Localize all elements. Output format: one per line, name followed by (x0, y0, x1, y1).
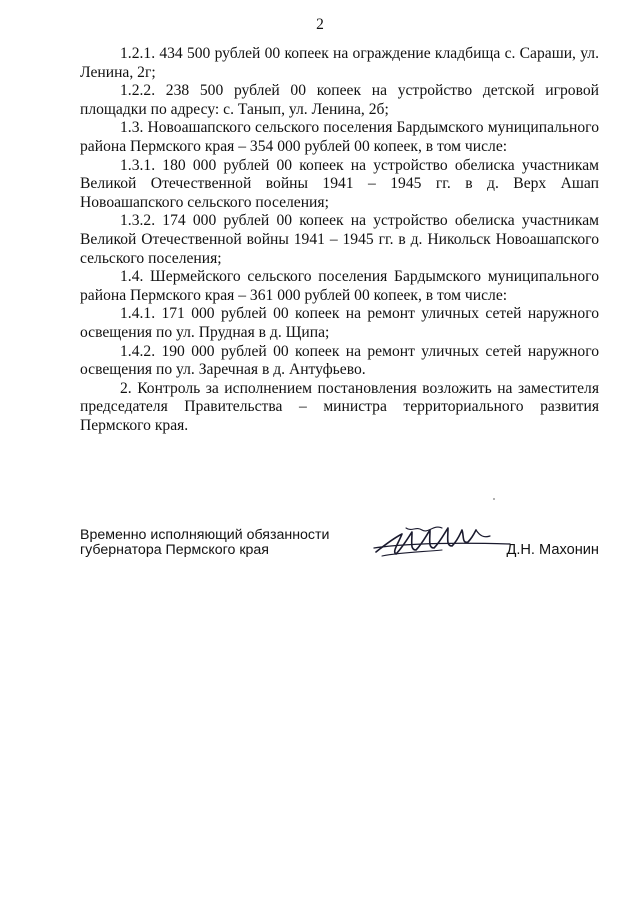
paragraph-1-3: 1.3. Новоашапского сельского поселения Бардымского муниципального района Пермского края – 354 000 рублей 00 копеек, в том числе: (80, 119, 599, 155)
paragraph-1-2-2: 1.2.2. 238 500 рублей 00 копеек на устройство детской игровой площадки по адресу: с. Танып, ул. Ленина, 2б; (80, 82, 599, 118)
handwritten-signature (372, 522, 512, 562)
signature-block (80, 528, 599, 588)
paragraph-1-4-1: 1.4.1. 171 000 рублей 00 копеек на ремонт уличных сетей наружного освещения по ул. Прудная в д. Щипа; (80, 305, 599, 341)
paragraph-2: 2. Контроль за исполнением постановления возложить на заместителя председателя Правительства – министра территориального развития Пермского края. (80, 379, 599, 434)
paragraph-1-3-1: 1.3.1. 180 000 рублей 00 копеек на устройство обелиска участникам Великой Отечественной войны 1941 – 1945 гг. в д. Верх Ашап Новоашапского сельского поселения; (80, 156, 599, 211)
document-body (80, 45, 599, 435)
page-number: 2 (316, 16, 324, 33)
signatory-name: Д.Н. Махонин (506, 542, 599, 558)
paragraph-1-4: 1.4. Шермейского сельского поселения Бардымского муниципального района Пермского края – 361 000 рублей 00 копеек, в том числе: (80, 268, 599, 304)
paragraph-1-2-1: 1.2.1. 434 500 рублей 00 копеек на ограждение кладбища с. Сараши, ул. Ленина, 2г; (80, 45, 599, 81)
paragraph-1-3-2: 1.3.2. 174 000 рублей 00 копеек на устройство обелиска участникам Великой Отечественной войны 1941 – 1945 гг. в д. Никольск Новоашапского сельского поселения; (80, 212, 599, 267)
scan-artifact-dot (493, 498, 495, 500)
signatory-position: Временно исполняющий обязанности губернатора Пермского края (80, 527, 330, 558)
paragraph-1-4-2: 1.4.2. 190 000 рублей 00 копеек на ремонт уличных сетей наружного освещения по ул. Заречная в д. Антуфьево. (80, 342, 599, 379)
